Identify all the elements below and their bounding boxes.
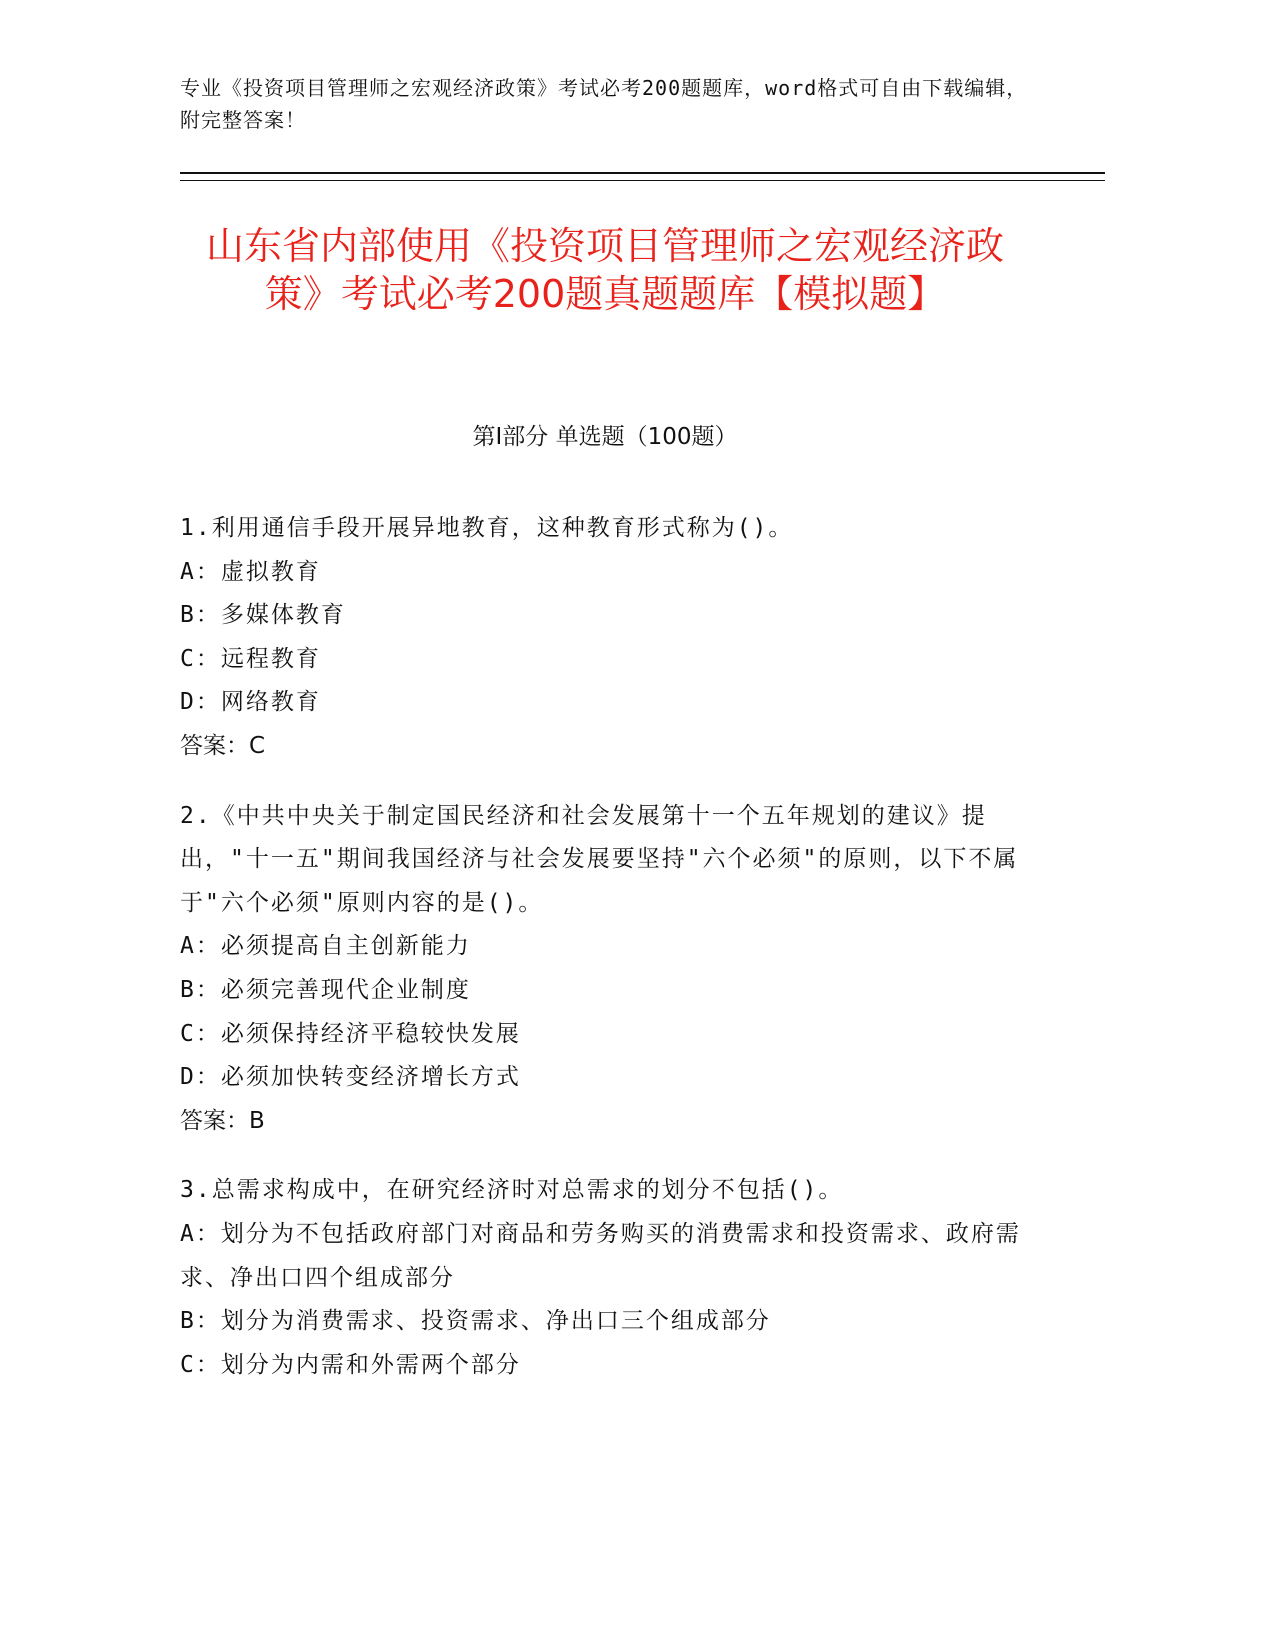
option-c: C：划分为内需和外需两个部分 xyxy=(180,1351,521,1378)
option-b: B：划分为消费需求、投资需求、净出口三个组成部分 xyxy=(180,1308,771,1335)
option-c: C：必须保持经济平稳较快发展 xyxy=(180,1020,521,1047)
option-d: D：网络教育 xyxy=(180,689,321,716)
answer-line: 答案：C xyxy=(180,732,266,759)
question-1 xyxy=(180,507,1040,769)
option-a: A：划分为不包括政府部门对商品和劳务购买的消费需求和投资需求、政府需求、净出口四个组成部分 xyxy=(180,1220,1021,1291)
option-d: D：必须加快转变经济增长方式 xyxy=(180,1064,521,1091)
header-rule-thick xyxy=(180,172,1105,174)
option-a: A：虚拟教育 xyxy=(180,558,321,585)
question-3 xyxy=(180,1169,1040,1387)
question-list xyxy=(180,507,1040,1413)
option-b: B：多媒体教育 xyxy=(180,602,346,629)
question-stem: 1.利用通信手段开展异地教育，这种教育形式称为()。 xyxy=(180,515,794,541)
answer-line: 答案：B xyxy=(180,1107,265,1134)
question-stem: 2.《中共中央关于制定国民经济和社会发展第十一个五年规划的建议》提出，"十一五"期间我国经济与社会发展要坚持"六个必须"的原则，以下不属于"六个必须"原则内容的是()。 xyxy=(180,802,1019,916)
option-b: B：必须完善现代企业制度 xyxy=(180,976,471,1003)
question-2 xyxy=(180,795,1040,1144)
question-stem: 3.总需求构成中，在研究经济时对总需求的划分不包括()。 xyxy=(180,1177,844,1204)
header-rule-thin xyxy=(180,180,1105,181)
section-title: 第Ⅰ部分 单选题（100题） xyxy=(472,424,738,450)
option-a: A：必须提高自主创新能力 xyxy=(180,933,471,960)
header-note: 专业《投资项目管理师之宏观经济政策》考试必考200题题库，word格式可自由下载编辑，附完整答案！ xyxy=(180,76,1028,132)
document-title: 山东省内部使用《投资项目管理师之宏观经济政策》考试必考200题真题题库【模拟题】 xyxy=(205,224,1004,316)
option-c: C：远程教育 xyxy=(180,645,321,672)
